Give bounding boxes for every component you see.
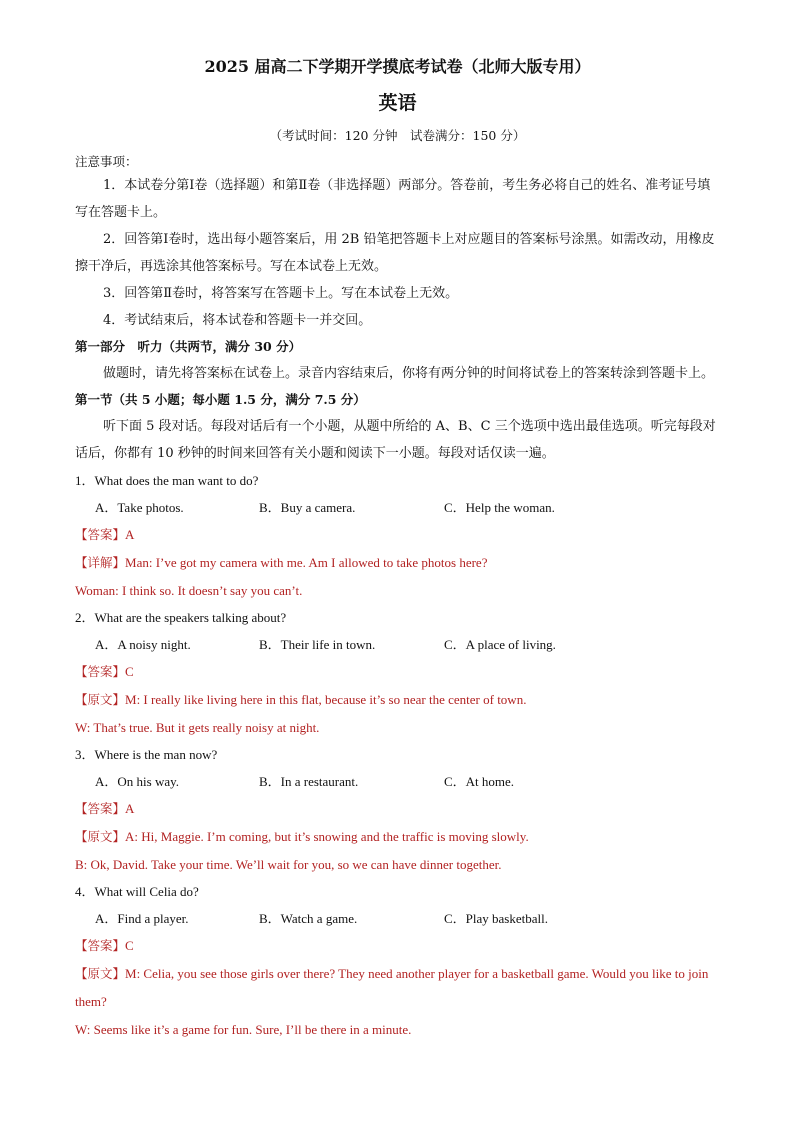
option-row [75, 905, 720, 932]
answer-value: C [125, 664, 134, 679]
option-c[interactable]: C．Play basketball. [444, 911, 548, 926]
subject-title: 英语 [378, 92, 417, 114]
notice-item-4: 4．考试结束后，将本试卷和答题卡一并交回。 [103, 313, 372, 328]
exam-title: 2025 届高二下学期开学摸底考试卷（北师大版专用） [204, 57, 591, 76]
detail-text: M: I really like living here in this flat, because it’s so near the center of town. [125, 692, 527, 707]
question-stem: 2．What are the speakers talking about? [75, 610, 287, 625]
option-b[interactable]: B．Buy a camera. [259, 500, 356, 515]
question-1 [75, 467, 720, 604]
detail-text: M: Celia, you see those girls over there? They need another player for a basketball game. Would you like to join them? [75, 966, 709, 1009]
detail-text: Woman: I think so. It doesn’t say you can’t. [75, 583, 303, 598]
notice-item-2: 2．回答第Ⅰ卷时，选出每小题答案后，用 2B 铅笔把答题卡上对应题目的答案标号涂黑。如需改动，用橡皮擦干净后，再选涂其他答案标号。写在本试卷上无效。 [75, 232, 715, 274]
answer-line [75, 658, 720, 686]
detail-line [75, 823, 720, 851]
option-c[interactable]: C．Help the woman. [444, 500, 555, 515]
answer-tag: 【答案】 [75, 527, 126, 542]
option-b[interactable]: B．Their life in town. [259, 637, 376, 652]
exam-info: （考试时间：120 分钟 试卷满分：150 分） [269, 128, 526, 143]
option-a[interactable]: A．On his way. [95, 774, 180, 789]
option-b[interactable]: B．Watch a game. [259, 911, 358, 926]
option-a[interactable]: A．Find a player. [95, 911, 189, 926]
answer-value: A [125, 801, 135, 816]
answer-value: A [125, 527, 135, 542]
part1-heading: 第一部分 听力（共两节，满分 30 分） [75, 339, 302, 354]
detail-text: Man: I’ve got my camera with me. Am I allowed to take photos here? [125, 555, 488, 570]
detail-text: W: That’s true. But it gets really noisy at night. [75, 720, 320, 735]
detail-tag: 【原文】 [75, 692, 126, 707]
question-stem: 4．What will Celia do? [75, 884, 199, 899]
option-b[interactable]: B．In a restaurant. [259, 774, 359, 789]
detail-tag: 【原文】 [75, 829, 126, 844]
question-stem: 3．Where is the man now? [75, 747, 218, 762]
detail-text: A: Hi, Maggie. I’m coming, but it’s snowing and the traffic is moving slowly. [125, 829, 529, 844]
answer-tag: 【答案】 [75, 938, 126, 953]
question-3 [75, 741, 720, 878]
notice-title: 注意事项： [75, 154, 138, 169]
question-4 [75, 878, 720, 1043]
option-a[interactable]: A．A noisy night. [95, 637, 191, 652]
detail-tag: 【原文】 [75, 966, 126, 981]
detail-text: B: Ok, David. Take your time. We’ll wait for you, so we can have dinner together. [75, 857, 502, 872]
detail-tag: 【详解】 [75, 555, 126, 570]
detail-text: W: Seems like it’s a game for fun. Sure, I’ll be there in a minute. [75, 1022, 412, 1037]
section1-instruction: 听下面 5 段对话。每段对话后有一个小题，从题中所给的 A、B、C 三个选项中选出最佳选项。听完每段对话后，你都有 10 秒钟的时间来回答有关小题和阅读下一小题。每段对话仅读一遍。 [75, 419, 716, 461]
detail-line [75, 960, 720, 1016]
answer-line [75, 932, 720, 960]
option-row [75, 494, 720, 521]
notice-item-3: 3．回答第Ⅱ卷时，将答案写在答题卡上。写在本试卷上无效。 [103, 286, 459, 301]
detail-line [75, 549, 720, 577]
option-row [75, 631, 720, 658]
notice-item-1: 1．本试卷分第Ⅰ卷（选择题）和第Ⅱ卷（非选择题）两部分。答卷前，考生务必将自己的姓名、准考证号填写在答题卡上。 [75, 178, 711, 220]
section1-heading: 第一节（共 5 小题；每小题 1.5 分，满分 7.5 分） [75, 392, 366, 407]
question-stem: 1．What does the man want to do? [75, 473, 259, 488]
answer-tag: 【答案】 [75, 801, 126, 816]
option-row [75, 768, 720, 795]
detail-line [75, 686, 720, 714]
answer-value: C [125, 938, 134, 953]
answer-line [75, 521, 720, 549]
option-c[interactable]: C．A place of living. [444, 637, 556, 652]
answer-tag: 【答案】 [75, 664, 126, 679]
option-a[interactable]: A．Take photos. [95, 500, 184, 515]
part1-instruction: 做题时，请先将答案标在试卷上。录音内容结束后，你将有两分钟的时间将试卷上的答案转涂到答题卡上。 [103, 366, 715, 381]
question-2 [75, 604, 720, 741]
option-c[interactable]: C．At home. [444, 774, 515, 789]
answer-line [75, 795, 720, 823]
